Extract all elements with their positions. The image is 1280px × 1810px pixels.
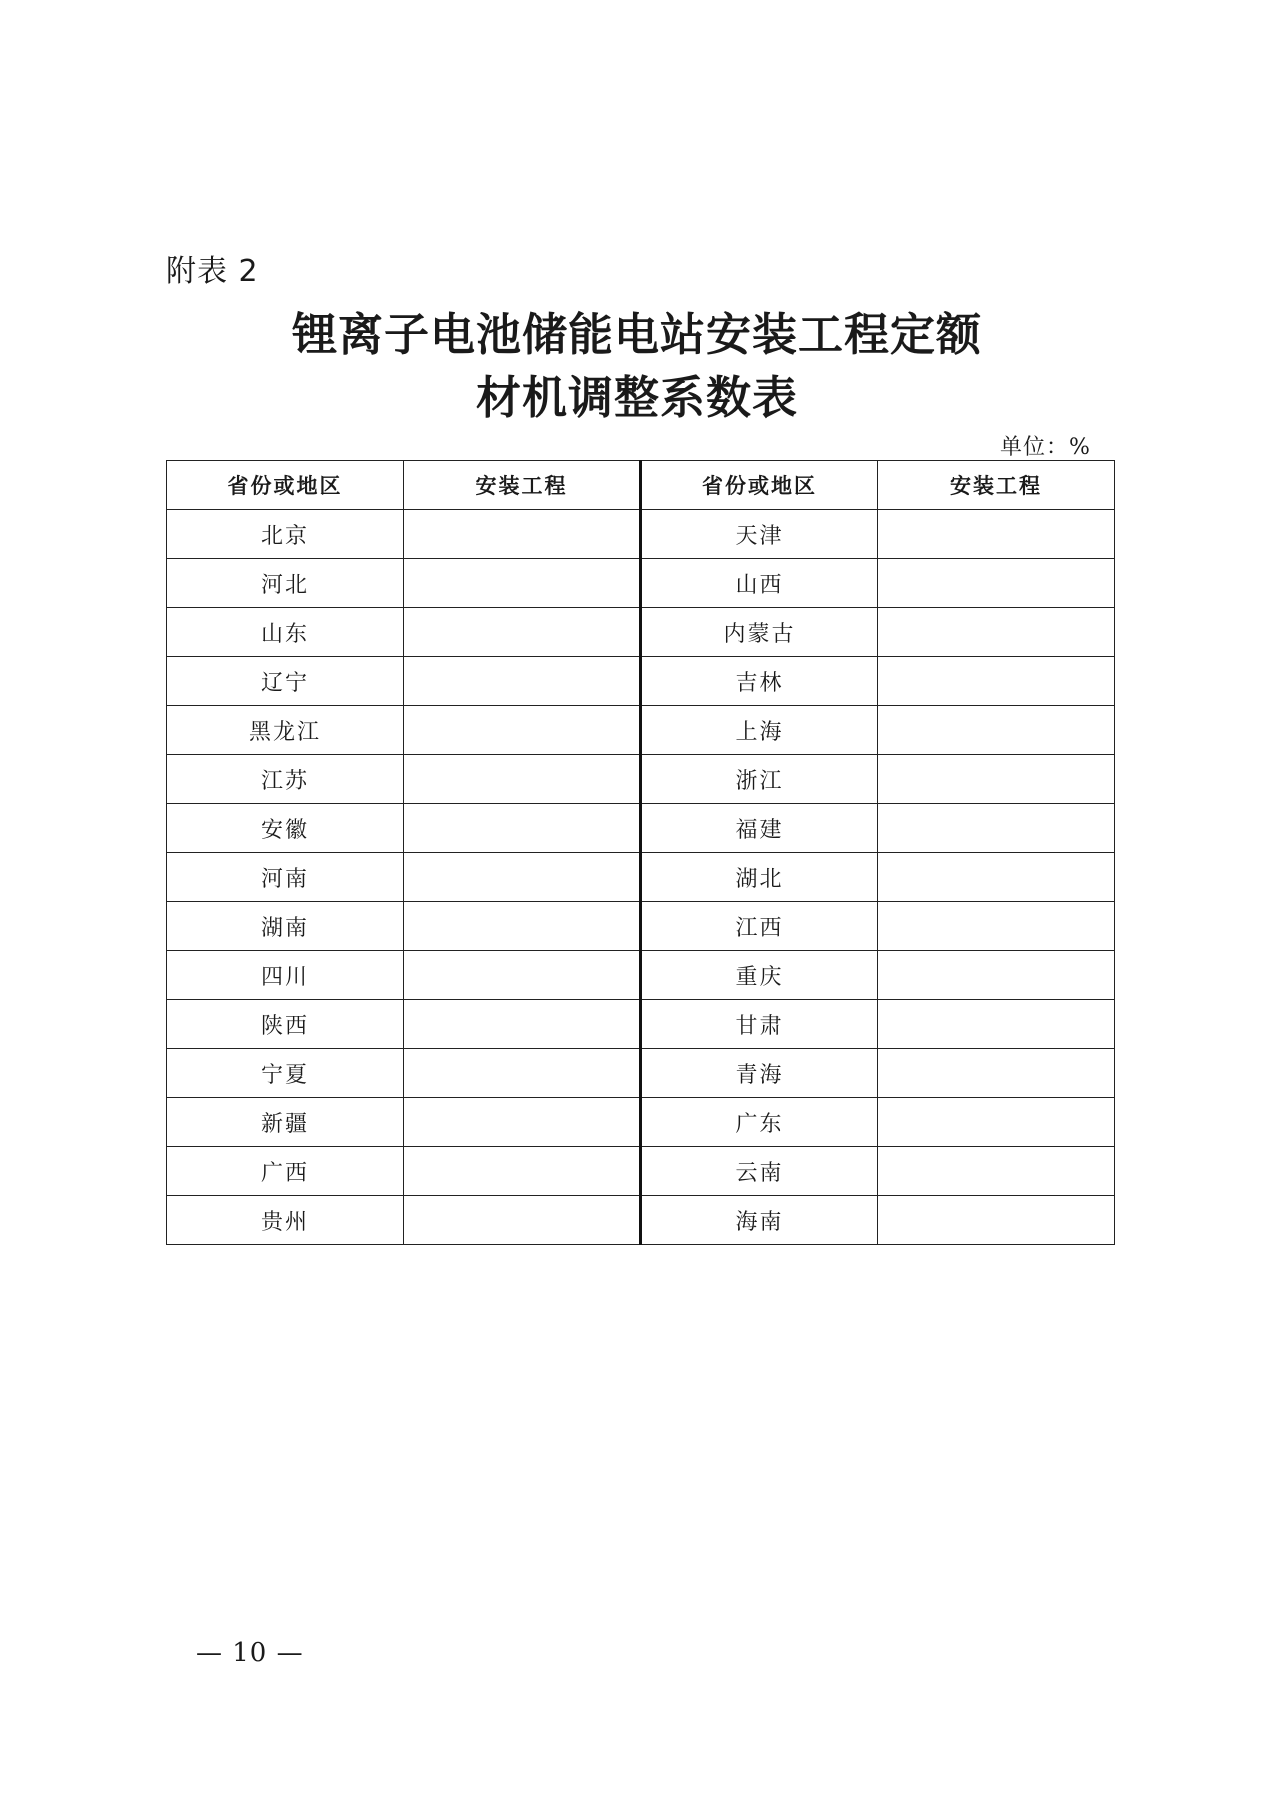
- installation-value-left-cell: [404, 1049, 641, 1098]
- installation-value-right-cell: [878, 1098, 1115, 1147]
- annex-label: 附表 2: [166, 254, 259, 289]
- region-right-cell: 山西: [641, 559, 878, 608]
- installation-value-left-cell: [404, 1147, 641, 1196]
- region-right-cell: 天津: [641, 510, 878, 559]
- adjustment-coefficient-table: [166, 460, 1115, 1245]
- installation-value-right-cell: [878, 755, 1115, 804]
- region-right-cell: 吉林: [641, 657, 878, 706]
- region-left-cell: 贵州: [167, 1196, 404, 1245]
- region-left-cell: 宁夏: [167, 1049, 404, 1098]
- table-row: [167, 951, 1115, 1000]
- region-right-cell: 江西: [641, 902, 878, 951]
- table-row: [167, 1147, 1115, 1196]
- region-left-cell: 黑龙江: [167, 706, 404, 755]
- region-left-cell: 四川: [167, 951, 404, 1000]
- installation-value-left-cell: [404, 510, 641, 559]
- region-left-cell: 安徽: [167, 804, 404, 853]
- unit-label: 单位：%: [1000, 435, 1091, 460]
- installation-value-left-cell: [404, 902, 641, 951]
- table-row: [167, 1098, 1115, 1147]
- installation-value-left-cell: [404, 951, 641, 1000]
- header-installation-right: 安装工程: [878, 461, 1115, 510]
- table-row: [167, 1196, 1115, 1245]
- table-row: [167, 755, 1115, 804]
- header-region-left: 省份或地区: [167, 461, 404, 510]
- document-title-line-1: 锂离子电池储能电站安装工程定额: [291, 308, 982, 361]
- region-right-cell: 福建: [641, 804, 878, 853]
- installation-value-right-cell: [878, 1049, 1115, 1098]
- region-right-cell: 重庆: [641, 951, 878, 1000]
- installation-value-right-cell: [878, 951, 1115, 1000]
- region-right-cell: 上海: [641, 706, 878, 755]
- region-left-cell: 新疆: [167, 1098, 404, 1147]
- installation-value-left-cell: [404, 657, 641, 706]
- region-right-cell: 广东: [641, 1098, 878, 1147]
- installation-value-right-cell: [878, 902, 1115, 951]
- installation-value-left-cell: [404, 1196, 641, 1245]
- installation-value-right-cell: [878, 706, 1115, 755]
- region-right-cell: 内蒙古: [641, 608, 878, 657]
- document-title-line-2: 材机调整系数表: [475, 371, 798, 424]
- region-left-cell: 江苏: [167, 755, 404, 804]
- region-left-cell: 河北: [167, 559, 404, 608]
- table-row: [167, 657, 1115, 706]
- installation-value-right-cell: [878, 853, 1115, 902]
- installation-value-right-cell: [878, 1000, 1115, 1049]
- installation-value-left-cell: [404, 1000, 641, 1049]
- table-row: [167, 1049, 1115, 1098]
- installation-value-left-cell: [404, 804, 641, 853]
- header-installation-left: 安装工程: [404, 461, 641, 510]
- region-left-cell: 河南: [167, 853, 404, 902]
- table-row: [167, 853, 1115, 902]
- installation-value-right-cell: [878, 559, 1115, 608]
- table-row: [167, 608, 1115, 657]
- installation-value-left-cell: [404, 853, 641, 902]
- region-right-cell: 湖北: [641, 853, 878, 902]
- region-left-cell: 辽宁: [167, 657, 404, 706]
- region-right-cell: 云南: [641, 1147, 878, 1196]
- region-left-cell: 陕西: [167, 1000, 404, 1049]
- region-left-cell: 北京: [167, 510, 404, 559]
- installation-value-left-cell: [404, 1098, 641, 1147]
- table-row: [167, 902, 1115, 951]
- table-row: [167, 1000, 1115, 1049]
- region-left-cell: 湖南: [167, 902, 404, 951]
- installation-value-left-cell: [404, 706, 641, 755]
- header-region-right: 省份或地区: [641, 461, 878, 510]
- region-left-cell: 山东: [167, 608, 404, 657]
- installation-value-right-cell: [878, 1196, 1115, 1245]
- region-right-cell: 甘肃: [641, 1000, 878, 1049]
- installation-value-right-cell: [878, 804, 1115, 853]
- table-row: [167, 510, 1115, 559]
- region-right-cell: 浙江: [641, 755, 878, 804]
- region-right-cell: 海南: [641, 1196, 878, 1245]
- installation-value-right-cell: [878, 608, 1115, 657]
- installation-value-left-cell: [404, 755, 641, 804]
- table-row: [167, 706, 1115, 755]
- installation-value-right-cell: [878, 510, 1115, 559]
- installation-value-right-cell: [878, 657, 1115, 706]
- page-number: — 10 —: [196, 1638, 304, 1668]
- region-left-cell: 广西: [167, 1147, 404, 1196]
- table-row: [167, 559, 1115, 608]
- table-row: [167, 804, 1115, 853]
- region-right-cell: 青海: [641, 1049, 878, 1098]
- installation-value-left-cell: [404, 559, 641, 608]
- installation-value-left-cell: [404, 608, 641, 657]
- table-header-row: [167, 461, 1115, 510]
- table-body: [167, 510, 1115, 1245]
- installation-value-right-cell: [878, 1147, 1115, 1196]
